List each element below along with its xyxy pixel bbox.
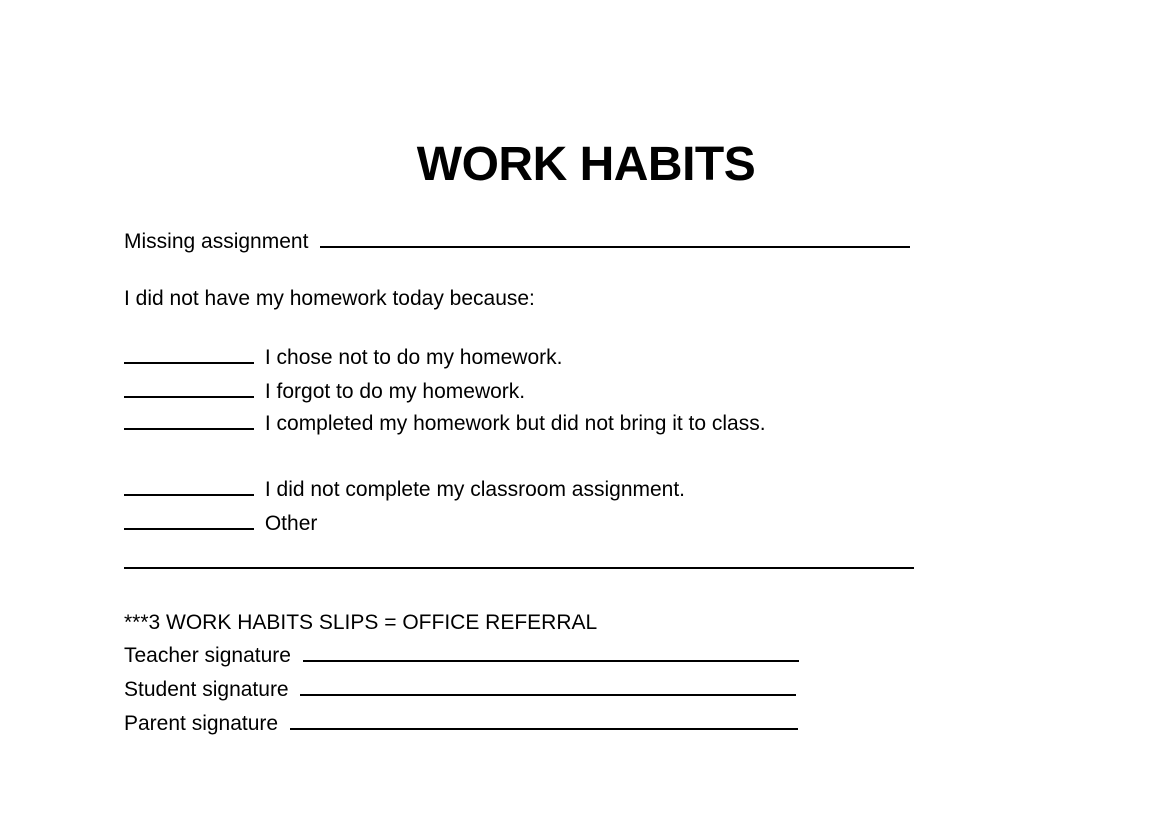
option-row-not-brought xyxy=(124,410,766,437)
teacher-signature-row xyxy=(124,642,799,669)
student-signature-blank xyxy=(300,676,796,696)
option-checkbox-blank xyxy=(124,410,254,430)
student-signature-row xyxy=(124,676,796,703)
option-label: I forgot to do my homework. xyxy=(264,380,526,403)
option-row-forgot xyxy=(124,378,525,405)
other-explanation-line xyxy=(124,567,914,569)
option-checkbox-blank xyxy=(124,378,254,398)
missing-assignment-row xyxy=(124,228,910,255)
option-checkbox-blank xyxy=(124,344,254,364)
missing-assignment-blank xyxy=(320,228,910,248)
option-label: I completed my homework but did not bring it to class. xyxy=(264,412,766,435)
reason-prompt: I did not have my homework today because: xyxy=(124,287,535,310)
parent-signature-row xyxy=(124,710,798,737)
option-checkbox-blank xyxy=(124,476,254,496)
student-signature-label: Student signature xyxy=(124,678,289,701)
referral-note: ***3 WORK HABITS SLIPS = OFFICE REFERRAL xyxy=(124,611,598,634)
option-label: Other xyxy=(264,512,318,535)
teacher-signature-blank xyxy=(303,642,799,662)
teacher-signature-label: Teacher signature xyxy=(124,644,291,667)
option-label: I did not complete my classroom assignment. xyxy=(264,478,686,501)
option-checkbox-blank xyxy=(124,510,254,530)
missing-assignment-label: Missing assignment xyxy=(124,230,309,253)
option-row-chose-not xyxy=(124,344,562,371)
option-label: I chose not to do my homework. xyxy=(264,346,563,369)
option-row-classroom xyxy=(124,476,685,503)
parent-signature-blank xyxy=(290,710,798,730)
option-row-other xyxy=(124,510,317,537)
parent-signature-label: Parent signature xyxy=(124,712,279,735)
form-title: WORK HABITS xyxy=(416,138,756,191)
